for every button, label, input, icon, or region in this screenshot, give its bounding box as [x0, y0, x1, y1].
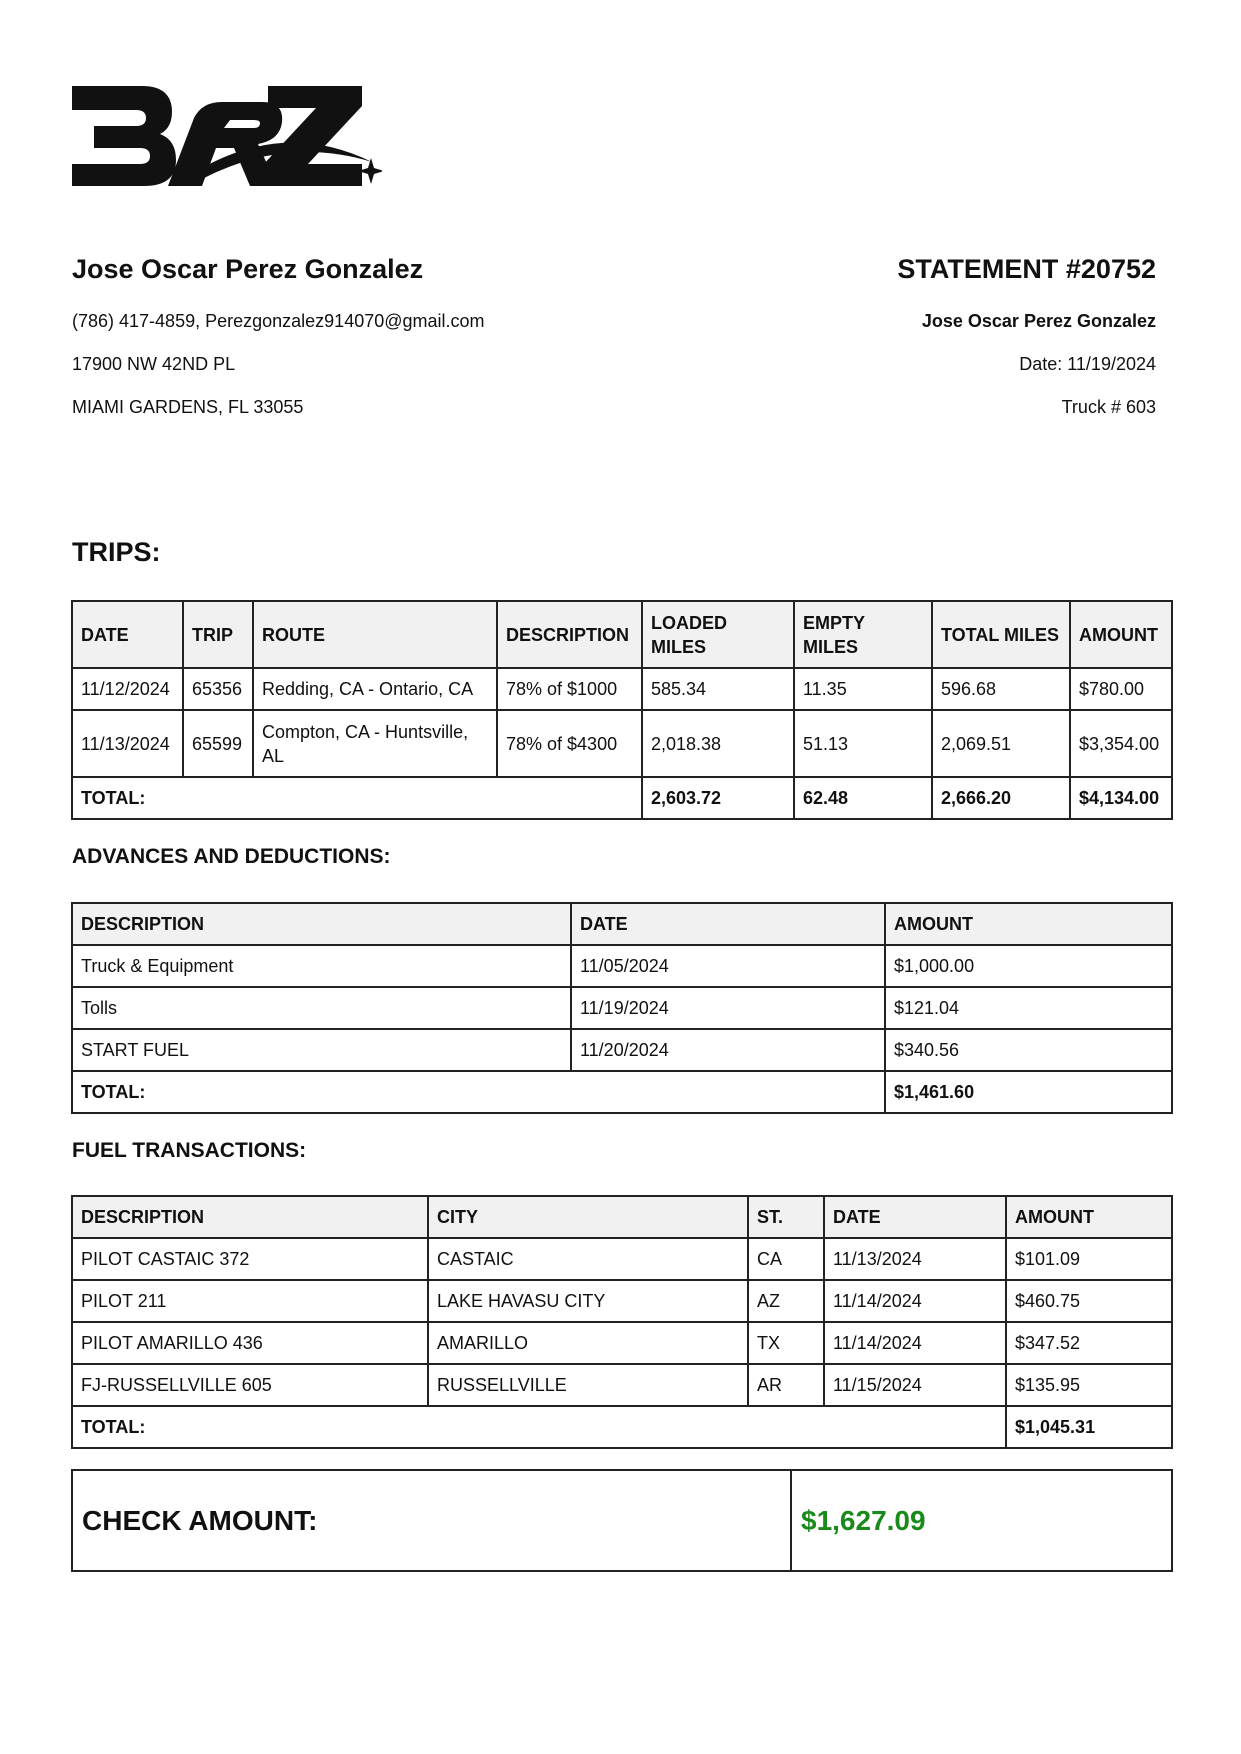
total-amount: $1,045.31	[1006, 1406, 1172, 1448]
fuel-table	[71, 1195, 1173, 1449]
cell-trip: 65599	[183, 710, 253, 777]
cell-description: 78% of $4300	[497, 710, 642, 777]
table-row	[72, 710, 1172, 777]
cell-empty-miles: 11.35	[794, 668, 932, 710]
advances-table	[71, 902, 1173, 1114]
col-header: TOTAL MILES	[932, 601, 1070, 668]
cell-description: 78% of $1000	[497, 668, 642, 710]
col-header: TRIP	[183, 601, 253, 668]
col-header: DATE	[824, 1196, 1006, 1238]
statement-title: STATEMENT #20752	[897, 254, 1156, 284]
cell-amount: $101.09	[1006, 1238, 1172, 1280]
trips-total-row	[72, 777, 1172, 819]
cell-description: PILOT CASTAIC 372	[72, 1238, 428, 1280]
cell-amount: $135.95	[1006, 1364, 1172, 1406]
cell-date: 11/19/2024	[571, 987, 885, 1029]
col-header: AMOUNT	[1006, 1196, 1172, 1238]
driver-address-line2: MIAMI GARDENS, FL 33055	[72, 397, 304, 417]
col-header: AMOUNT	[885, 903, 1172, 945]
cell-state: AR	[748, 1364, 824, 1406]
cell-description: PILOT 211	[72, 1280, 428, 1322]
total-empty-miles: 62.48	[794, 777, 932, 819]
table-row	[72, 987, 1172, 1029]
total-total-miles: 2,666.20	[932, 777, 1070, 819]
cell-trip: 65356	[183, 668, 253, 710]
cell-description: START FUEL	[72, 1029, 571, 1071]
trips-heading: TRIPS:	[72, 537, 161, 567]
trips-header-row	[72, 601, 1172, 668]
cell-amount: $3,354.00	[1070, 710, 1172, 777]
cell-state: AZ	[748, 1280, 824, 1322]
fuel-header-row	[72, 1196, 1172, 1238]
col-header: DATE	[72, 601, 183, 668]
col-header: DESCRIPTION	[72, 1196, 428, 1238]
cell-date: 11/13/2024	[72, 710, 183, 777]
statement-driver-name: Jose Oscar Perez Gonzalez	[921, 311, 1156, 331]
driver-address-line1: 17900 NW 42ND PL	[72, 354, 236, 374]
driver-name: Jose Oscar Perez Gonzalez	[72, 254, 424, 284]
total-label: TOTAL:	[72, 1406, 1006, 1448]
table-row	[72, 1280, 1172, 1322]
cell-description: FJ-RUSSELLVILLE 605	[72, 1364, 428, 1406]
col-header: CITY	[428, 1196, 748, 1238]
cell-loaded-miles: 2,018.38	[642, 710, 794, 777]
table-row	[72, 1029, 1172, 1071]
total-amount: $1,461.60	[885, 1071, 1172, 1113]
col-header: DESCRIPTION	[72, 903, 571, 945]
fuel-heading: FUEL TRANSACTIONS:	[72, 1139, 307, 1162]
cell-amount: $460.75	[1006, 1280, 1172, 1322]
col-header: EMPTY MILES	[794, 601, 932, 668]
total-label: TOTAL:	[72, 777, 642, 819]
table-row	[72, 1364, 1172, 1406]
cell-state: CA	[748, 1238, 824, 1280]
cell-date: 11/20/2024	[571, 1029, 885, 1071]
advances-total-row	[72, 1071, 1172, 1113]
advances-header-row	[72, 903, 1172, 945]
cell-date: 11/05/2024	[571, 945, 885, 987]
col-header: ROUTE	[253, 601, 497, 668]
statement-date: Date: 11/19/2024	[1019, 354, 1156, 374]
cell-city: LAKE HAVASU CITY	[428, 1280, 748, 1322]
total-label: TOTAL:	[72, 1071, 885, 1113]
cell-amount: $121.04	[885, 987, 1172, 1029]
cell-date: 11/14/2024	[824, 1322, 1006, 1364]
total-loaded-miles: 2,603.72	[642, 777, 794, 819]
col-header: DESCRIPTION	[497, 601, 642, 668]
check-amount-box	[71, 1469, 1173, 1572]
cell-description: Truck & Equipment	[72, 945, 571, 987]
table-row	[72, 1322, 1172, 1364]
check-amount-value: $1,627.09	[801, 1504, 926, 1536]
cell-date: 11/13/2024	[824, 1238, 1006, 1280]
cell-date: 11/15/2024	[824, 1364, 1006, 1406]
cell-amount: $780.00	[1070, 668, 1172, 710]
cell-city: CASTAIC	[428, 1238, 748, 1280]
cell-city: RUSSELLVILLE	[428, 1364, 748, 1406]
cell-route: Redding, CA - Ontario, CA	[253, 668, 497, 710]
col-header: DATE	[571, 903, 885, 945]
cell-empty-miles: 51.13	[794, 710, 932, 777]
advances-heading: ADVANCES AND DEDUCTIONS:	[72, 845, 391, 868]
total-amount: $4,134.00	[1070, 777, 1172, 819]
cell-amount: $340.56	[885, 1029, 1172, 1071]
cell-amount: $347.52	[1006, 1322, 1172, 1364]
fuel-total-row	[72, 1406, 1172, 1448]
table-row	[72, 668, 1172, 710]
brz-logo	[72, 78, 382, 193]
col-header: ST.	[748, 1196, 824, 1238]
cell-amount: $1,000.00	[885, 945, 1172, 987]
table-row	[72, 945, 1172, 987]
cell-total-miles: 2,069.51	[932, 710, 1070, 777]
cell-state: TX	[748, 1322, 824, 1364]
cell-date: 11/12/2024	[72, 668, 183, 710]
trips-table	[71, 600, 1173, 820]
statement-truck: Truck # 603	[1061, 397, 1156, 417]
cell-total-miles: 596.68	[932, 668, 1070, 710]
cell-route: Compton, CA - Huntsville, AL	[253, 710, 497, 777]
col-header: LOADED MILES	[642, 601, 794, 668]
cell-description: Tolls	[72, 987, 571, 1029]
col-header: AMOUNT	[1070, 601, 1172, 668]
cell-date: 11/14/2024	[824, 1280, 1006, 1322]
driver-contact: (786) 417-4859, Perezgonzalez914070@gmail.com	[72, 311, 485, 331]
cell-loaded-miles: 585.34	[642, 668, 794, 710]
table-row	[72, 1238, 1172, 1280]
cell-city: AMARILLO	[428, 1322, 748, 1364]
cell-description: PILOT AMARILLO 436	[72, 1322, 428, 1364]
check-amount-label: CHECK AMOUNT:	[73, 1471, 792, 1570]
